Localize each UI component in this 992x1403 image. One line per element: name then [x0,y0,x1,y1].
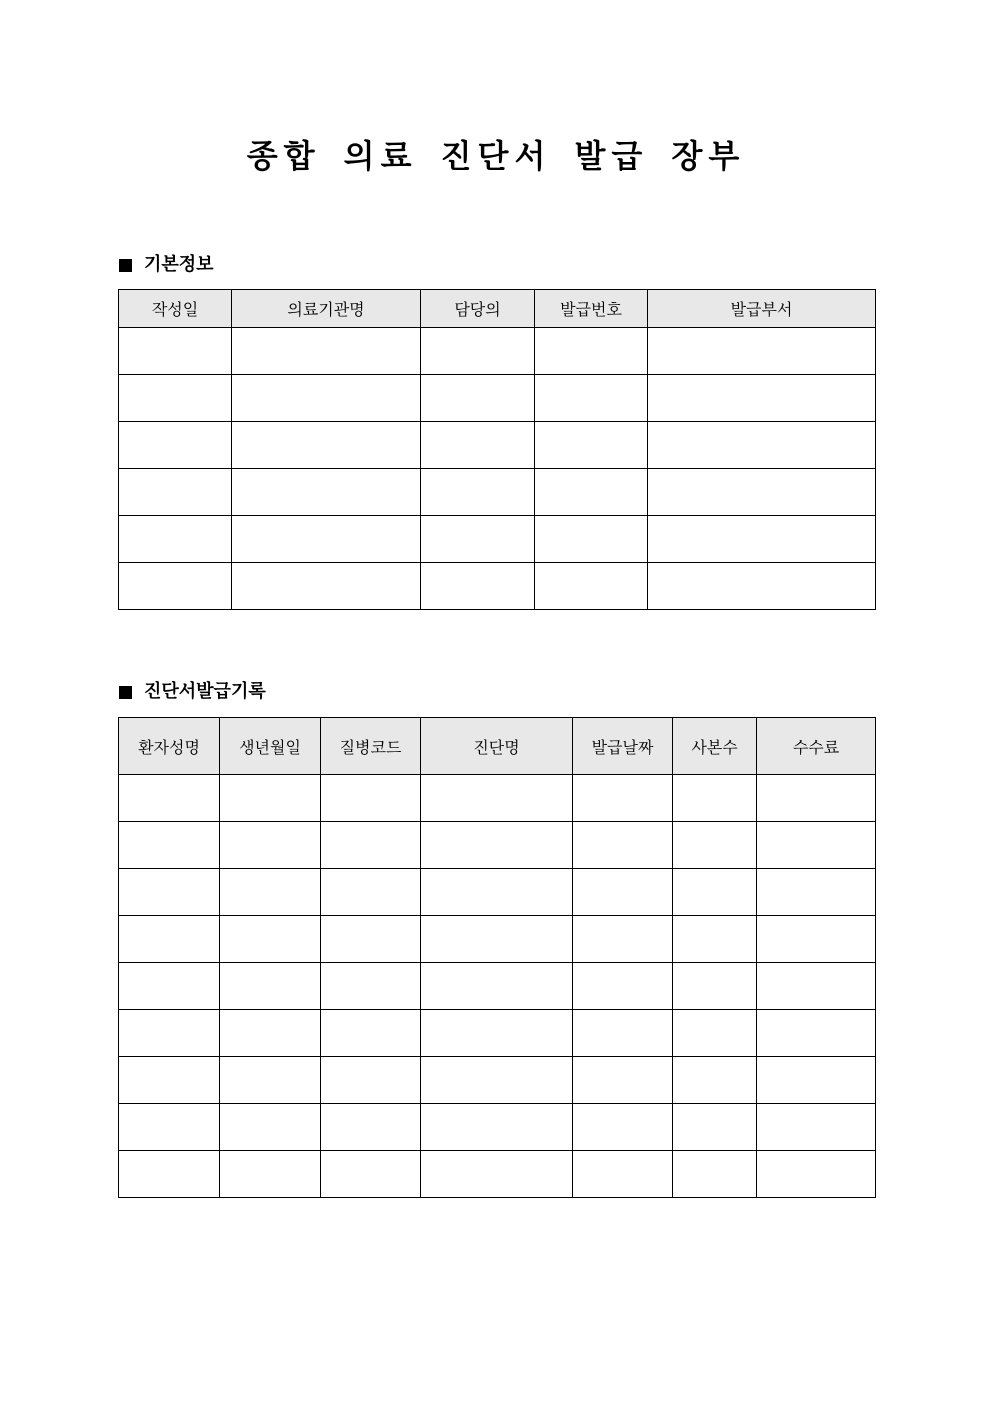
table-cell[interactable] [757,963,876,1010]
table-cell[interactable] [321,869,421,916]
table-cell[interactable] [648,469,876,516]
table-cell[interactable] [232,516,421,563]
table-row [119,469,876,516]
table-cell[interactable] [421,1010,573,1057]
table-cell[interactable] [119,1010,220,1057]
table-cell[interactable] [421,328,535,375]
basic-info-table [118,289,876,610]
black-square-icon [119,259,132,272]
table-cell[interactable] [421,516,535,563]
table-cell[interactable] [673,1151,757,1198]
table-cell[interactable] [535,328,648,375]
table-cell[interactable] [757,916,876,963]
table-cell[interactable] [421,822,573,869]
table-cell[interactable] [421,1104,573,1151]
table-cell[interactable] [232,469,421,516]
table-cell[interactable] [220,822,321,869]
table-cell[interactable] [119,1151,220,1198]
table-row [119,422,876,469]
table-cell[interactable] [421,775,573,822]
table-cell[interactable] [232,563,421,610]
table-cell[interactable] [757,822,876,869]
table-cell[interactable] [757,1151,876,1198]
table-cell[interactable] [673,775,757,822]
table-row [119,869,876,916]
table-cell[interactable] [421,1057,573,1104]
table-cell[interactable] [648,516,876,563]
table-cell[interactable] [573,869,673,916]
column-header-issue-date: 발급날짜 [573,718,673,775]
table-cell[interactable] [119,469,232,516]
table-cell[interactable] [673,822,757,869]
table-cell[interactable] [573,822,673,869]
table-cell[interactable] [421,869,573,916]
column-header-written-date: 작성일 [119,290,232,328]
table-cell[interactable] [321,822,421,869]
table-cell[interactable] [119,775,220,822]
table-cell[interactable] [119,916,220,963]
table-cell[interactable] [535,516,648,563]
table-row [119,1057,876,1104]
table-header-row [119,290,876,328]
table-cell[interactable] [119,822,220,869]
table-cell[interactable] [421,963,573,1010]
table-cell[interactable] [220,916,321,963]
table-row [119,1010,876,1057]
table-row [119,563,876,610]
table-cell[interactable] [573,1104,673,1151]
table-cell[interactable] [421,469,535,516]
table-cell[interactable] [673,1010,757,1057]
table-cell[interactable] [421,916,573,963]
table-header-row [119,718,876,775]
issue-record-table [118,717,876,1198]
table-cell[interactable] [673,963,757,1010]
table-cell[interactable] [757,869,876,916]
table-cell[interactable] [573,775,673,822]
table-cell[interactable] [648,422,876,469]
table-cell[interactable] [535,563,648,610]
issue-record-table-body [119,775,876,1198]
page-title: 종합 의료 진단서 발급 장부 [246,137,746,175]
table-cell[interactable] [757,1010,876,1057]
table-row [119,775,876,822]
section-heading-issue-record [119,680,266,704]
column-header-disease-code: 질병코드 [321,718,421,775]
black-square-icon [119,686,132,699]
table-cell[interactable] [220,1010,321,1057]
table-cell[interactable] [220,1151,321,1198]
table-row [119,1151,876,1198]
table-cell[interactable] [119,869,220,916]
table-cell[interactable] [220,869,321,916]
table-cell[interactable] [119,328,232,375]
table-cell[interactable] [421,375,535,422]
table-cell[interactable] [119,375,232,422]
table-cell[interactable] [119,422,232,469]
column-header-institution-name: 의료기관명 [232,290,421,328]
table-row [119,916,876,963]
table-cell[interactable] [757,1104,876,1151]
column-header-issue-number: 발급번호 [535,290,648,328]
table-cell[interactable] [535,469,648,516]
section-heading-label: 진단서발급기록 [144,681,266,702]
table-cell[interactable] [648,328,876,375]
table-cell[interactable] [321,963,421,1010]
table-cell[interactable] [535,422,648,469]
table-cell[interactable] [321,1010,421,1057]
table-cell[interactable] [421,1151,573,1198]
table-cell[interactable] [232,375,421,422]
table-cell[interactable] [573,1010,673,1057]
table-cell[interactable] [573,916,673,963]
section-heading-basic-info [119,253,214,277]
table-cell[interactable] [573,1151,673,1198]
table-cell[interactable] [321,1104,421,1151]
column-header-patient-name: 환자성명 [119,718,220,775]
basic-info-table-body [119,328,876,610]
table-row [119,516,876,563]
column-header-issuing-department: 발급부서 [648,290,876,328]
table-row [119,1104,876,1151]
table-cell[interactable] [673,1057,757,1104]
table-cell[interactable] [232,422,421,469]
table-cell[interactable] [119,563,232,610]
table-row [119,963,876,1010]
column-header-diagnosis-name: 진단명 [421,718,573,775]
table-cell[interactable] [673,869,757,916]
table-cell[interactable] [119,1057,220,1104]
column-header-birth-date: 생년월일 [220,718,321,775]
table-cell[interactable] [673,1104,757,1151]
table-cell[interactable] [220,1104,321,1151]
table-cell[interactable] [573,963,673,1010]
table-row [119,375,876,422]
table-cell[interactable] [535,375,648,422]
table-cell[interactable] [220,963,321,1010]
table-cell[interactable] [220,775,321,822]
table-row [119,328,876,375]
table-row [119,822,876,869]
table-cell[interactable] [119,1104,220,1151]
table-cell[interactable] [232,328,421,375]
table-cell[interactable] [321,775,421,822]
table-cell[interactable] [321,916,421,963]
section-heading-label: 기본정보 [144,254,214,275]
table-cell[interactable] [321,1057,421,1104]
table-cell[interactable] [321,1151,421,1198]
table-cell[interactable] [119,516,232,563]
table-cell[interactable] [421,563,535,610]
column-header-fee: 수수료 [757,718,876,775]
table-cell[interactable] [673,916,757,963]
table-cell[interactable] [757,775,876,822]
column-header-copy-count: 사본수 [673,718,757,775]
table-cell[interactable] [220,1057,321,1104]
table-cell[interactable] [648,375,876,422]
table-cell[interactable] [757,1057,876,1104]
column-header-doctor: 담당의 [421,290,535,328]
table-cell[interactable] [573,1057,673,1104]
table-cell[interactable] [648,563,876,610]
table-cell[interactable] [119,963,220,1010]
table-cell[interactable] [421,422,535,469]
